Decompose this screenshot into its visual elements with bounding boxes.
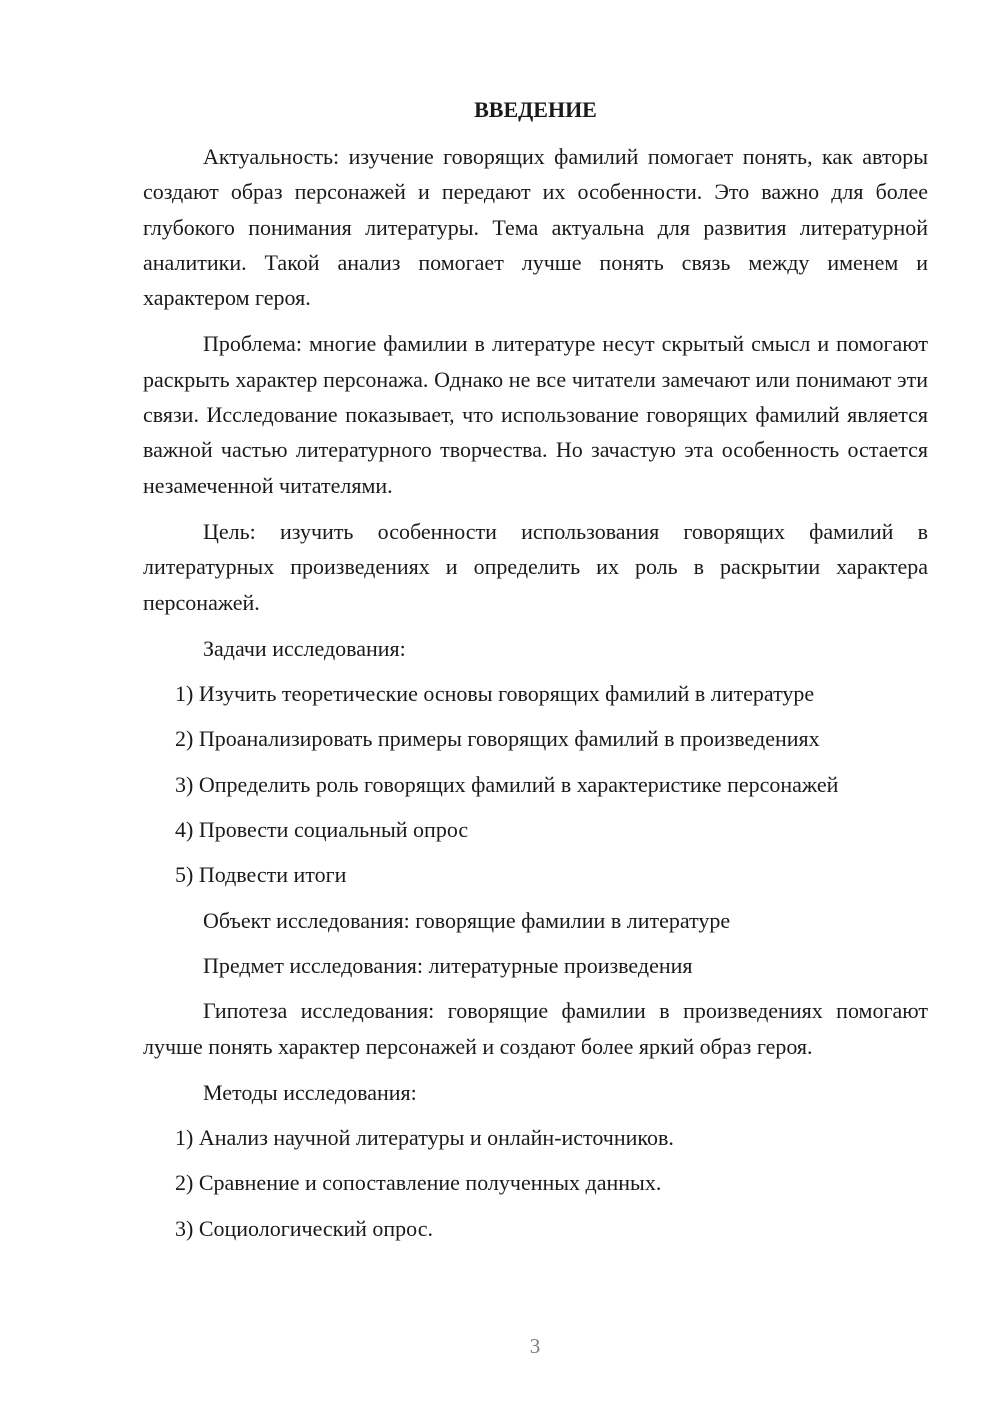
task-item: 1) Изучить теоретические основы говорящих фамилий в литературе [175, 681, 815, 707]
method-item: 1) Анализ научной литературы и онлайн-источников. [175, 1125, 674, 1151]
document-page [143, 92, 928, 1256]
page-number: 3 [529, 1334, 541, 1358]
task-item: 3) Определить роль говорящих фамилий в характеристике персонажей [175, 771, 839, 797]
hypothesis-paragraph: Гипотеза исследования: говорящие фамилии в произведениях помогают лучше понять характер персонажей и создают более яркий образ героя. [143, 998, 928, 1059]
task-item: 5) Подвести итоги [175, 862, 347, 888]
task-item: 2) Проанализировать примеры говорящих фамилий в произведениях [175, 726, 820, 752]
page-title: ВВЕДЕНИЕ [474, 97, 597, 122]
subject-paragraph: Предмет исследования: литературные произведения [203, 952, 693, 978]
tasks-list [143, 676, 928, 892]
tasks-label: Задачи исследования: [203, 635, 406, 661]
method-item: 2) Сравнение и сопоставление полученных данных. [175, 1170, 662, 1196]
goal-paragraph: Цель: изучить особенности использования говорящих фамилий в литературных произведениях и определить их роль в раскрытии характера персонажей. [143, 518, 928, 615]
relevance-paragraph: Актуальность: изучение говорящих фамилий помогает понять, как авторы создают образ персонажей и передают их особенности. Это важно для более глубокого понимания литературы. Тема актуальна для развития литературной аналитики. Такой анализ помогает лучше понять связь между именем и характером героя. [143, 144, 928, 311]
problem-paragraph: Проблема: многие фамилии в литературе несут скрытый смысл и помогают раскрыть характер персонажа. Однако не все читатели замечают или понимают эти связи. Исследование показывает, что использование говорящих фамилий является важной частью литературного творчества. Но зачастую эта особенность остается незамеченной читателями. [143, 331, 928, 498]
methods-list [143, 1120, 928, 1246]
object-paragraph: Объект исследования: говорящие фамилии в литературе [203, 907, 731, 933]
method-item: 3) Социологический опрос. [175, 1215, 433, 1241]
methods-label: Методы исследования: [203, 1079, 417, 1105]
task-item: 4) Провести социальный опрос [175, 817, 469, 843]
